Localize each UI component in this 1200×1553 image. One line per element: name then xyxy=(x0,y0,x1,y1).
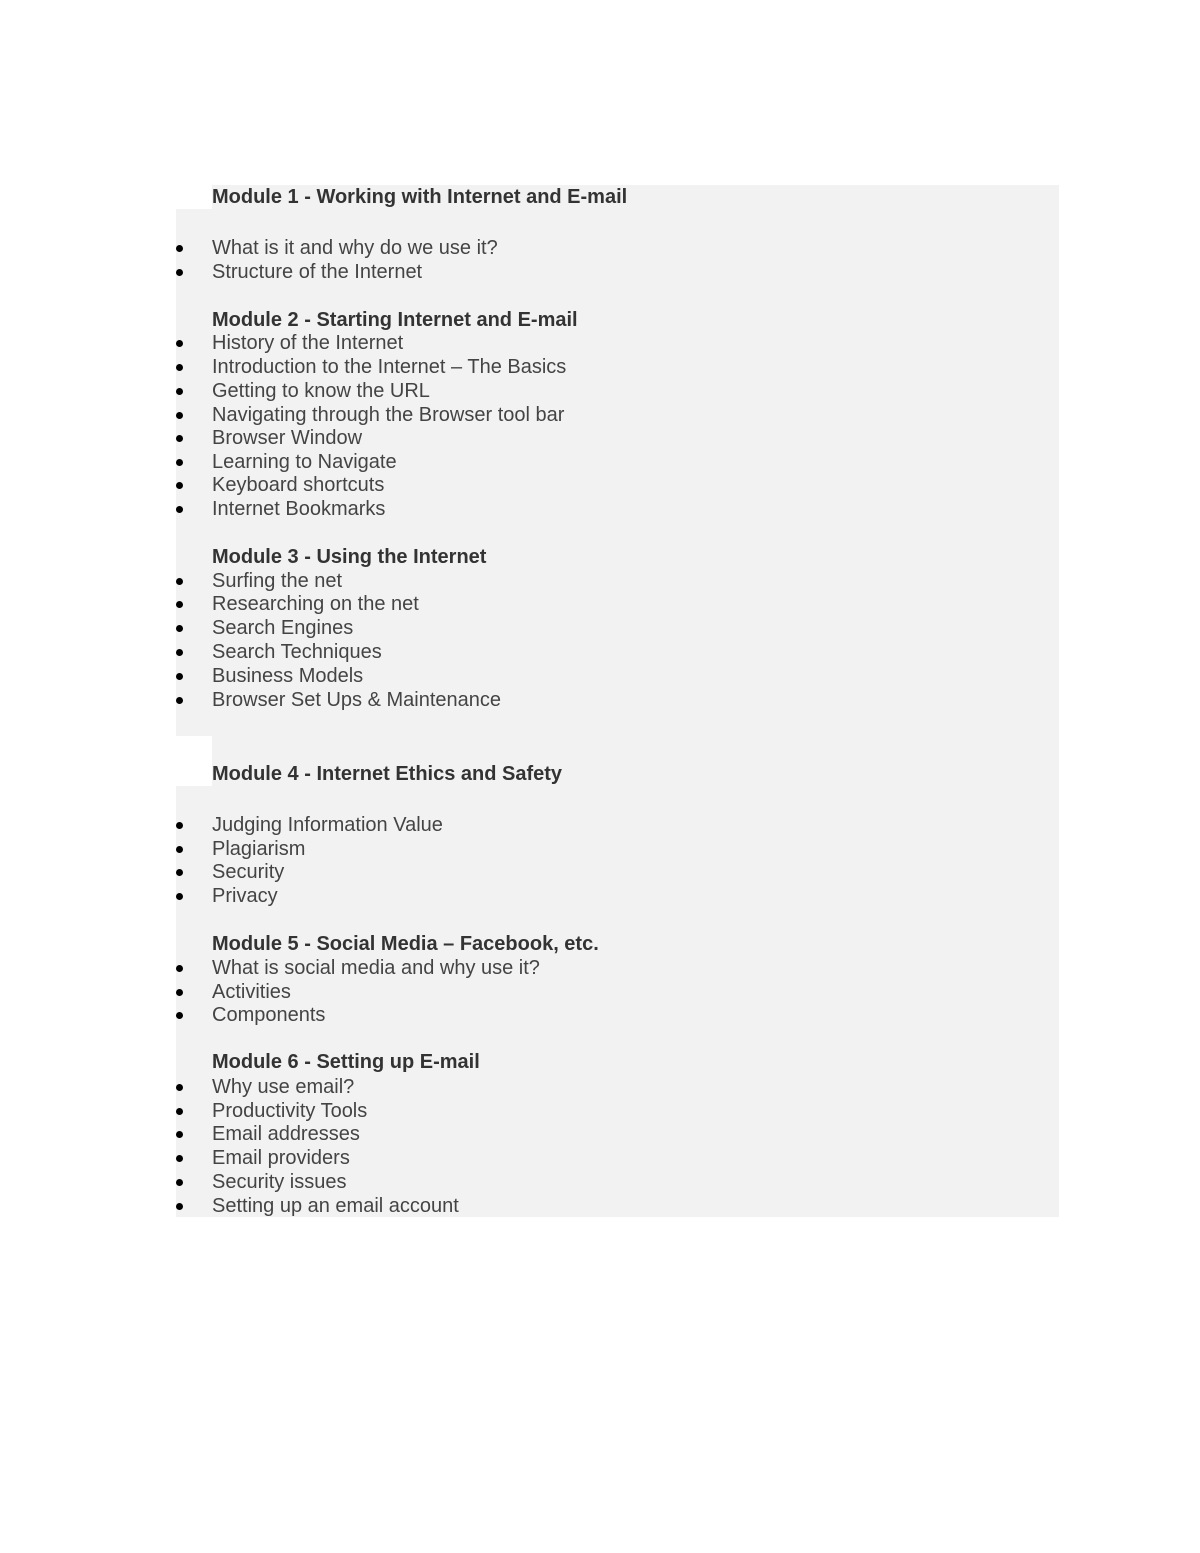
list-item-label: Navigating through the Browser tool bar xyxy=(212,404,565,426)
list-item-label: Security issues xyxy=(212,1171,347,1193)
bullet-icon xyxy=(176,1084,183,1091)
list-item-label: Email addresses xyxy=(212,1123,360,1145)
list-item xyxy=(0,403,1200,427)
list-item-label: Structure of the Internet xyxy=(212,261,423,283)
list-item-label: Privacy xyxy=(212,885,278,907)
list-item xyxy=(0,860,1200,884)
list-item-label: Productivity Tools xyxy=(212,1100,368,1122)
bullet-icon xyxy=(176,1155,183,1162)
list-item xyxy=(0,813,1200,837)
list-item xyxy=(0,236,1200,260)
list-item xyxy=(0,1146,1200,1170)
bullet-icon xyxy=(176,1012,183,1019)
list-item xyxy=(0,1099,1200,1123)
list-item xyxy=(0,1194,1200,1218)
list-item xyxy=(0,1122,1200,1146)
bullet-icon xyxy=(176,846,183,853)
module-6-title: Module 6 - Setting up E-mail xyxy=(212,1051,480,1073)
bullet-icon xyxy=(176,893,183,900)
bullet-icon xyxy=(176,1131,183,1138)
bullet-icon xyxy=(176,673,183,680)
list-item xyxy=(0,837,1200,861)
list-item xyxy=(0,450,1200,474)
list-item xyxy=(0,956,1200,980)
list-item-label: History of the Internet xyxy=(212,332,404,354)
list-item xyxy=(0,592,1200,616)
bullet-icon xyxy=(176,435,183,442)
list-item-label: Components xyxy=(212,1004,326,1026)
list-item-label: Getting to know the URL xyxy=(212,380,430,402)
bullet-icon xyxy=(176,506,183,513)
list-item xyxy=(0,616,1200,640)
bullet-icon xyxy=(176,989,183,996)
list-item xyxy=(0,1075,1200,1099)
list-item xyxy=(0,426,1200,450)
list-item-label: What is it and why do we use it? xyxy=(212,237,498,259)
list-item xyxy=(0,980,1200,1004)
list-item xyxy=(0,473,1200,497)
bullet-icon xyxy=(176,697,183,704)
list-item-label: Why use email? xyxy=(212,1076,355,1098)
list-item-label: Keyboard shortcuts xyxy=(212,474,385,496)
list-item-label: Business Models xyxy=(212,665,364,687)
bullet-icon xyxy=(176,269,183,276)
list-item xyxy=(0,497,1200,521)
list-item-label: Activities xyxy=(212,981,291,1003)
list-item xyxy=(0,664,1200,688)
list-item xyxy=(0,884,1200,908)
list-item xyxy=(0,260,1200,284)
bullet-icon xyxy=(176,869,183,876)
module-2-title: Module 2 - Starting Internet and E-mail xyxy=(212,309,578,331)
list-item-label: What is social media and why use it? xyxy=(212,957,540,979)
bullet-icon xyxy=(176,412,183,419)
list-item-label: Email providers xyxy=(212,1147,350,1169)
bullet-icon xyxy=(176,1203,183,1210)
list-item xyxy=(0,355,1200,379)
bullet-icon xyxy=(176,965,183,972)
module-1-title: Module 1 - Working with Internet and E-mail xyxy=(212,186,628,208)
list-item-label: Browser Window xyxy=(212,427,363,449)
list-item xyxy=(0,640,1200,664)
list-item-label: Setting up an email account xyxy=(212,1195,459,1217)
bullet-icon xyxy=(176,364,183,371)
module-4-title: Module 4 - Internet Ethics and Safety xyxy=(212,763,563,785)
list-item-label: Internet Bookmarks xyxy=(212,498,386,520)
bullet-icon xyxy=(176,482,183,489)
list-item-label: Researching on the net xyxy=(212,593,419,615)
bullet-icon xyxy=(176,1179,183,1186)
list-item xyxy=(0,569,1200,593)
list-item-label: Introduction to the Internet – The Basics xyxy=(212,356,567,378)
bullet-icon xyxy=(176,601,183,608)
bullet-icon xyxy=(176,649,183,656)
bullet-icon xyxy=(176,822,183,829)
module-3-title: Module 3 - Using the Internet xyxy=(212,546,487,568)
list-item-label: Judging Information Value xyxy=(212,814,443,836)
list-item-label: Search Techniques xyxy=(212,641,382,663)
bullet-icon xyxy=(176,388,183,395)
list-item xyxy=(0,379,1200,403)
module-5-title: Module 5 - Social Media – Facebook, etc. xyxy=(212,933,599,955)
list-item xyxy=(0,1003,1200,1027)
list-item xyxy=(0,688,1200,712)
bullet-icon xyxy=(176,1108,183,1115)
bullet-icon xyxy=(176,245,183,252)
list-item-label: Learning to Navigate xyxy=(212,451,397,473)
list-item xyxy=(0,1170,1200,1194)
list-item-label: Browser Set Ups & Maintenance xyxy=(212,689,502,711)
list-item-label: Search Engines xyxy=(212,617,354,639)
bullet-icon xyxy=(176,578,183,585)
bullet-icon xyxy=(176,625,183,632)
bullet-icon xyxy=(176,459,183,466)
bullet-icon xyxy=(176,340,183,347)
list-item-label: Security xyxy=(212,861,285,883)
list-item-label: Surfing the net xyxy=(212,570,343,592)
list-item-label: Plagiarism xyxy=(212,838,306,860)
list-item xyxy=(0,331,1200,355)
